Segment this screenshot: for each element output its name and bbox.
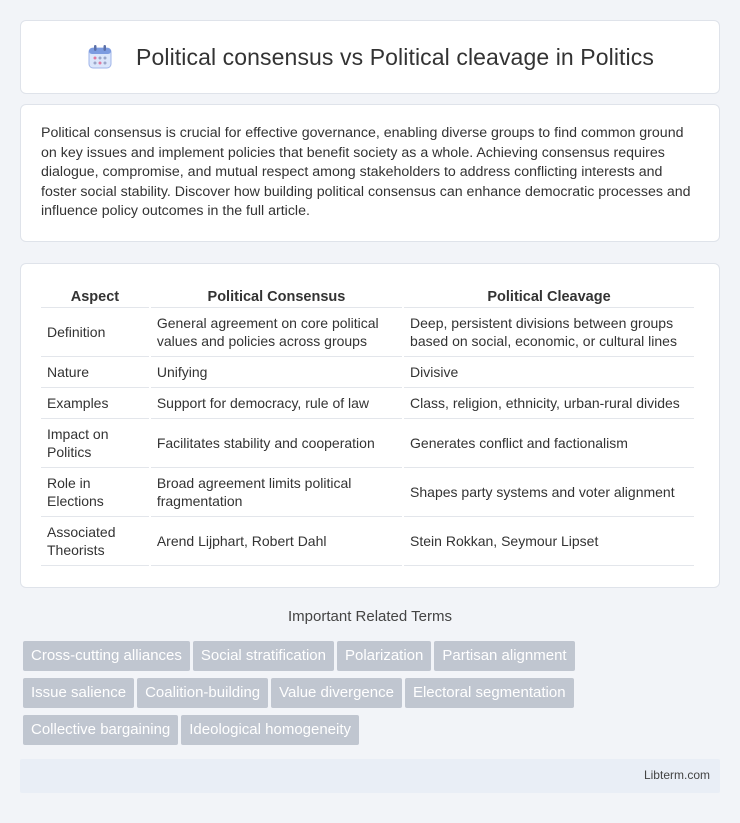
row-cleavage: Stein Rokkan, Seymour Lipset xyxy=(404,517,694,566)
related-term-tag[interactable]: Ideological homogeneity xyxy=(181,715,359,745)
related-term-tag[interactable]: Collective bargaining xyxy=(23,715,178,745)
table-row xyxy=(41,308,694,357)
row-consensus: Support for democracy, rule of law xyxy=(151,388,402,419)
related-term-tag[interactable]: Value divergence xyxy=(271,678,402,708)
related-term-tag[interactable]: Partisan alignment xyxy=(434,641,574,671)
row-aspect: Impact on Politics xyxy=(41,419,149,468)
footer xyxy=(20,759,720,793)
table-header-row xyxy=(41,284,694,308)
row-cleavage: Class, religion, ethnicity, urban-rural divides xyxy=(404,388,694,419)
row-aspect: Nature xyxy=(41,357,149,388)
row-cleavage: Generates conflict and factionalism xyxy=(404,419,694,468)
comparison-table xyxy=(39,284,696,566)
calendar-icon xyxy=(86,43,114,71)
row-consensus: General agreement on core political values and policies across groups xyxy=(151,308,402,357)
table-row xyxy=(41,388,694,419)
related-term-tag[interactable]: Issue salience xyxy=(23,678,134,708)
row-cleavage: Deep, persistent divisions between groups based on social, economic, or cultural lines xyxy=(404,308,694,357)
column-header-consensus: Political Consensus xyxy=(151,284,402,308)
related-term-tag[interactable]: Coalition-building xyxy=(137,678,268,708)
intro-text: Political consensus is crucial for effective governance, enabling diverse groups to find common ground on key issues and implement policies that benefit society as a whole. Achieving consensus requires dialogue, compromise, and mutual respect among stakeholders to address conflicting interests and foster social stability. Discover how building political consensus can enhance democratic processes and influence policy outcomes in the full article. xyxy=(41,125,691,220)
table-row xyxy=(41,357,694,388)
table-row xyxy=(41,468,694,517)
row-aspect: Associated Theorists xyxy=(41,517,149,566)
row-aspect: Examples xyxy=(41,388,149,419)
related-terms-tags xyxy=(23,641,723,752)
row-aspect: Definition xyxy=(41,308,149,357)
row-consensus: Broad agreement limits political fragmentation xyxy=(151,468,402,517)
header-card xyxy=(20,20,720,94)
row-consensus: Facilitates stability and cooperation xyxy=(151,419,402,468)
page-title: Political consensus vs Political cleavage in Politics xyxy=(136,43,654,70)
row-cleavage: Shapes party systems and voter alignment xyxy=(404,468,694,517)
row-consensus: Unifying xyxy=(151,357,402,388)
row-consensus: Arend Lijphart, Robert Dahl xyxy=(151,517,402,566)
row-cleavage: Divisive xyxy=(404,357,694,388)
related-terms-title: Important Related Terms xyxy=(288,608,452,625)
intro-card xyxy=(20,104,720,242)
row-aspect: Role in Elections xyxy=(41,468,149,517)
related-term-tag[interactable]: Social stratification xyxy=(193,641,334,671)
table-row xyxy=(41,419,694,468)
related-term-tag[interactable]: Polarization xyxy=(337,641,431,671)
table-row xyxy=(41,517,694,566)
related-term-tag[interactable]: Cross-cutting alliances xyxy=(23,641,190,671)
column-header-cleavage: Political Cleavage xyxy=(404,284,694,308)
footer-brand-link[interactable]: Libterm.com xyxy=(643,768,710,782)
related-term-tag[interactable]: Electoral segmentation xyxy=(405,678,574,708)
comparison-table-card xyxy=(20,263,720,588)
column-header-aspect: Aspect xyxy=(41,284,149,308)
